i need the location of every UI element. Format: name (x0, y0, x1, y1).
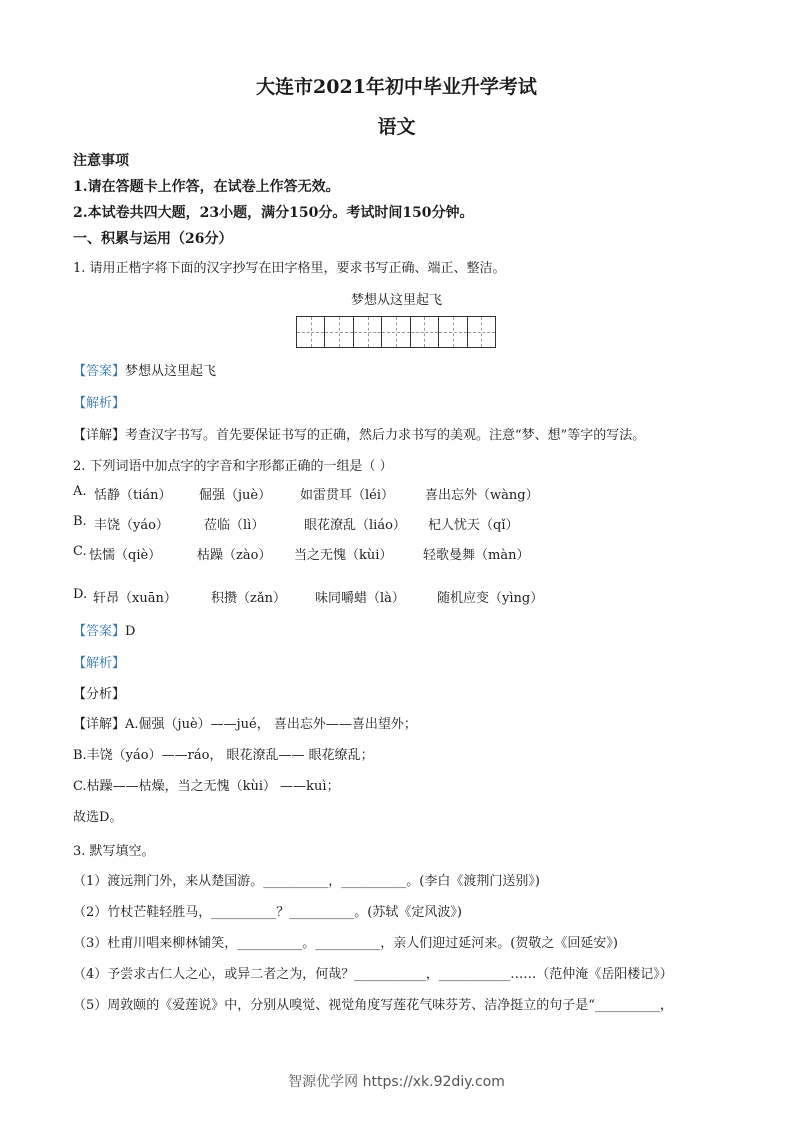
option-word-4: 喜出忘外（wàng） (425, 488, 539, 503)
q3-line-1: （1）渡远荆门外，来从楚国游。__________，__________。(李白《渡荆门送别》) (73, 874, 540, 889)
option-word-2: 莅临（lì） (204, 518, 265, 533)
option-word-4: 随机应变（yìng） (437, 591, 544, 606)
q2-detail-2: B.丰饶（yáo）——ráo， 眼花潦乱—— 眼花缭乱； (73, 748, 374, 763)
option-label: B. (73, 514, 87, 529)
section-heading-1: 一、积累与运用（26分） (73, 231, 233, 247)
notice-item-2: 2.本试卷共四大题，23小题，满分150分。考试时间150分钟。 (73, 205, 474, 221)
page-subtitle: 语文 (377, 116, 416, 138)
footer-watermark: 智源优学网 https://xk.92diy.com (288, 1074, 505, 1090)
notice-heading: 注意事项 (73, 153, 129, 169)
answer-text: D (125, 624, 136, 639)
q2-fenxi-tag: 【分析】 (73, 687, 126, 702)
answer-text: 梦想从这里起飞 (125, 364, 217, 379)
option-label: A. (73, 484, 87, 499)
option-word-1: 轩昂（xuān） (93, 591, 177, 606)
q3-question: 3. 默写填空。 (73, 844, 155, 859)
q2-detail-3: C.枯躁——枯燥，当之无愧（kùi） ——kuì； (73, 779, 340, 794)
option-label: C. (73, 544, 87, 559)
notice-item-1: 1.请在答题卡上作答，在试卷上作答无效。 (73, 179, 340, 195)
detail-text: 考查汉字书写。首先要保证书写的正确，然后力求书写的美观。注意“梦、想”等字的写法。 (125, 428, 646, 443)
answer-tag: 【答案】 (73, 624, 126, 639)
grid-cell (354, 317, 382, 347)
q2-detail-1 (73, 713, 417, 732)
q3-line-4: （4）予尝求古仁人之心，或异二者之为，何哉？___________，___________……（范仲淹《岳阳楼记》） (73, 967, 673, 982)
option-word-3: 眼花潦乱（liáo） (304, 518, 406, 533)
detail-tag: 【详解】 (73, 717, 126, 732)
tianzige-grid (296, 316, 496, 348)
q1-question: 1. 请用正楷字将下面的汉字抄写在田字格里，要求书写正确、端正、整洁。 (73, 261, 506, 276)
option-word-2: 积攒（zǎn） (211, 591, 286, 606)
q3-line-2: （2）竹杖芒鞋轻胜马，__________？__________。(苏轼《定风波》) (73, 905, 462, 920)
detail-text: A.倔强（juè）——jué， 喜出忘外——喜出望外； (125, 717, 417, 732)
option-label: D. (73, 587, 88, 602)
grid-cell (325, 317, 353, 347)
q1-analysis-tag: 【解析】 (73, 396, 126, 411)
q1-detail (73, 424, 645, 443)
option-word-3: 味同嚼蜡（là） (315, 591, 405, 606)
option-word-2: 倔强（juè） (199, 488, 272, 503)
q2-answer (73, 620, 135, 639)
q2-conclusion: 故选D。 (73, 810, 123, 825)
grid-cell (297, 317, 325, 347)
q1-answer (73, 360, 216, 379)
option-word-1: 丰饶（yáo） (94, 518, 169, 533)
option-word-4: 轻歌曼舞（màn） (423, 548, 530, 563)
answer-tag: 【答案】 (73, 364, 126, 379)
option-word-4: 杞人忧天（qǐ） (428, 518, 519, 533)
option-word-3: 当之无愧（kùi） (294, 548, 393, 563)
q3-line-3: （3）杜甫川唱来柳林铺笑，__________。__________，亲人们迎过延河来。(贺敬之《回延安》) (73, 936, 618, 951)
grid-cell (439, 317, 467, 347)
option-word-2: 枯躁（zào） (197, 548, 272, 563)
q2-question: 2. 下列词语中加点字的字音和字形都正确的一组是（ ） (73, 459, 393, 474)
q2-analysis-tag: 【解析】 (73, 656, 126, 671)
detail-tag: 【详解】 (73, 428, 126, 443)
grid-cell (411, 317, 439, 347)
option-word-3: 如雷贯耳（léi） (300, 488, 395, 503)
grid-cell (468, 317, 495, 347)
option-word-1: 恬静（tián） (94, 488, 172, 503)
q1-phrase: 梦想从这里起飞 (350, 293, 442, 308)
grid-cell (382, 317, 410, 347)
q3-line-5: （5）周敦颐的《爱莲说》中，分别从嗅觉、视觉角度写莲花气味芬芳、洁净挺立的句子是“__________， (73, 998, 673, 1013)
option-word-1: 怯懦（qiè） (89, 548, 162, 563)
page-title: 大连市2021年初中毕业升学考试 (256, 76, 537, 98)
